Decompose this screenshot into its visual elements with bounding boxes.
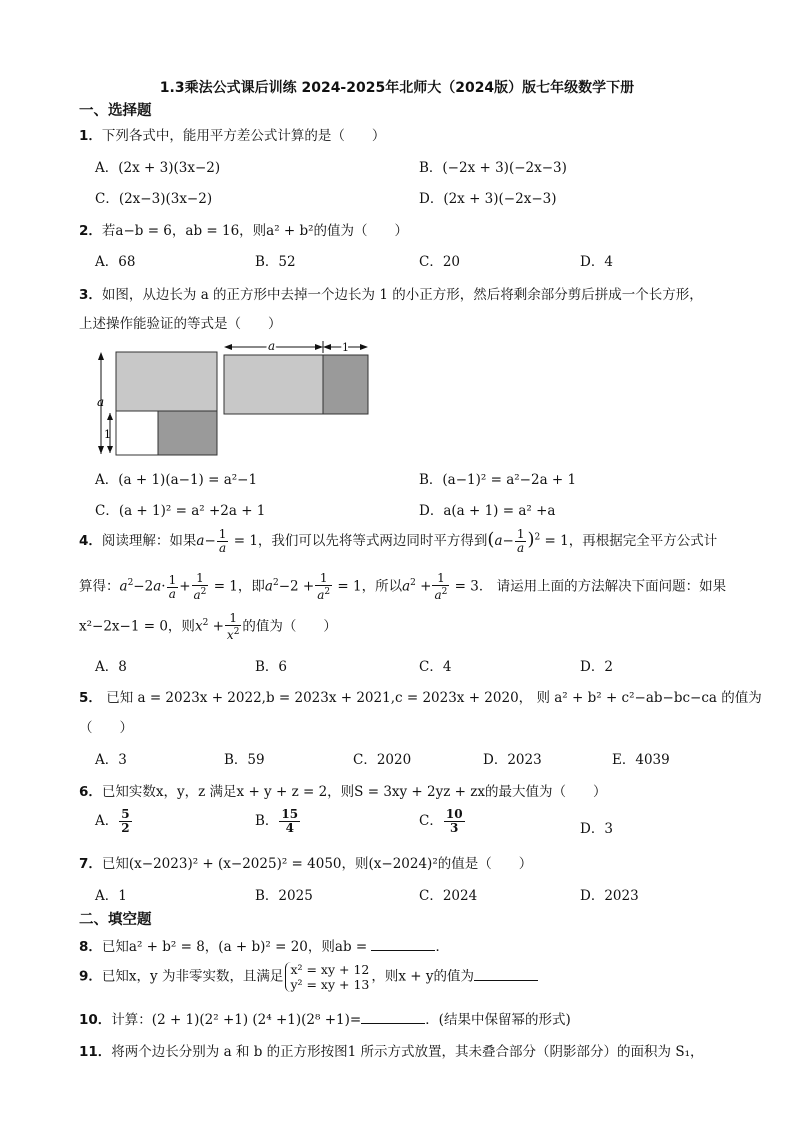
q7-option-c[interactable]: C．2024 xyxy=(419,888,478,904)
question-5-paren: （ ） xyxy=(79,720,133,736)
q2-option-a[interactable]: A．68 xyxy=(95,254,136,270)
arrow-head-icon xyxy=(98,352,104,360)
left-top-rect xyxy=(116,352,217,411)
q6-option-a[interactable]: A． $\frac{5}{2}$ xyxy=(95,807,130,835)
fraction: $\frac{1}{a}$ xyxy=(516,527,525,555)
question-8: 8．已知a² + b² = 8，(a + b)² = 20，则ab = ． xyxy=(79,939,449,955)
question-stem: 已知实数x，y，z 满足x + y + z = 2，则S = 3xy + 2yz + zx的最大值为（ ） xyxy=(101,784,607,800)
label-1-top: 1 xyxy=(342,341,349,354)
q1-option-d[interactable]: D．(2x + 3)(−2x−3) xyxy=(419,191,557,207)
question-stem: 已知 a = 2023x + 2022,b = 2023x + 2021,c = 2023x + 2020， 则 a² + b² + c²−ab−bc−ca 的值为 xyxy=(101,690,762,706)
q3-option-d[interactable]: D．a(a + 1) = a² +a xyxy=(419,503,556,519)
q2-option-c[interactable]: C．20 xyxy=(419,254,461,270)
answer-blank[interactable] xyxy=(474,968,538,981)
arrow-head-icon xyxy=(107,446,113,453)
q5-option-d[interactable]: D．2023 xyxy=(483,752,542,768)
question-4-line-2: 算得：$a^2-2a\cdot$ $\frac{1}{a}$ + $\frac{1}{a^2}$ = 1，即$a^2-2$ + $\frac{1}{a^2}$ = 1，所以$a^2$ + $\frac{1}{a^2}$ = 3． 请运用上面的方法解决下面问题：如果 xyxy=(79,571,727,602)
arrow-head-icon xyxy=(315,344,323,350)
q4-text-2: ，我们可以先将等式两边同时平方得到 xyxy=(257,533,488,549)
question-9: 9．已知x，y 为非零实数，且满足 x² = xy + 12 y² = xy + 13 ，则x + y的值为 xyxy=(79,962,538,992)
question-number: 7． xyxy=(79,856,102,872)
q6-option-c[interactable]: C． $\frac{10}{3}$ xyxy=(419,807,463,835)
q4-text-8: x²−2x−1 = 0，则 xyxy=(79,618,195,635)
question-number: 10． xyxy=(79,1012,112,1028)
section-multiple-choice: 一、选择题 xyxy=(79,103,152,119)
square-cut-figure xyxy=(92,340,382,460)
q3-option-b[interactable]: B．(a−1)² = a²−2a + 1 xyxy=(419,472,577,488)
question-number: 3． xyxy=(79,287,102,303)
question-number: 5． xyxy=(79,690,102,706)
arrow-head-icon xyxy=(360,344,368,350)
q1-option-b[interactable]: B．(−2x + 3)(−2x−3) xyxy=(419,160,567,176)
question-number: 2． xyxy=(79,223,102,239)
q2-option-d[interactable]: D．4 xyxy=(580,254,613,270)
q7-option-a[interactable]: A．1 xyxy=(95,888,127,904)
question-11 xyxy=(79,1040,703,1060)
q1-option-c[interactable]: C．(2x−3)(3x−2) xyxy=(95,191,213,207)
q5-option-e[interactable]: E．4039 xyxy=(612,752,670,768)
question-number: 8． xyxy=(79,939,102,955)
question-stem: 已知x，y 为非零实数，且满足 xyxy=(101,968,284,985)
question-number: 9． xyxy=(79,968,102,985)
q6-option-d[interactable]: D．3 xyxy=(580,821,613,837)
question-6 xyxy=(79,780,607,800)
q1-option-a[interactable]: A．(2x + 3)(3x−2) xyxy=(95,160,221,176)
question-stem: 如图，从边长为 a 的正方形中去掉一个边长为 1 的小正方形，然后将剩余部分剪后拼成一个长方形， xyxy=(101,287,703,303)
question-number: 6． xyxy=(79,784,102,800)
q5-option-b[interactable]: B．59 xyxy=(224,752,265,768)
question-7 xyxy=(79,852,532,872)
q4-text-6: ，所以 xyxy=(361,578,403,595)
q4-text-9: 的值为（ ） xyxy=(242,618,337,635)
question-3 xyxy=(79,283,703,303)
q5-option-a[interactable]: A．3 xyxy=(95,752,127,768)
q2-option-b[interactable]: B．52 xyxy=(255,254,296,270)
label-1-left: 1 xyxy=(104,428,111,441)
answer-blank[interactable] xyxy=(371,938,435,951)
label-a-top: a xyxy=(268,340,276,353)
q7-option-d[interactable]: D．2023 xyxy=(580,888,639,904)
page-title: 1.3乘法公式课后训练 2024-2025年北师大（2024版）版七年级数学下册 xyxy=(159,80,635,96)
question-number: 1． xyxy=(79,128,102,144)
question-5 xyxy=(79,686,762,706)
arrow-head-icon xyxy=(224,344,232,350)
question-1 xyxy=(79,124,385,144)
answer-blank[interactable] xyxy=(361,1011,425,1024)
q6-option-b[interactable]: B． $\frac{15}{4}$ xyxy=(255,807,299,835)
q4-text-1: 阅读理解：如果 xyxy=(101,533,197,549)
question-stem: 已知(x−2023)² + (x−2025)² = 4050，则(x−2024)²的值是（ ） xyxy=(101,856,533,872)
q4-option-a[interactable]: A．8 xyxy=(95,659,127,675)
question-number: 11． xyxy=(79,1044,112,1060)
q7-option-b[interactable]: B．2025 xyxy=(255,888,313,904)
arrow-head-icon xyxy=(107,413,113,420)
question-stem: 计算：(2 + 1)(2² +1) (2⁴ +1)(2⁸ +1)= xyxy=(111,1012,362,1028)
question-10: 10．计算：(2 + 1)(2² +1) (2⁴ +1)(2⁸ +1)= ．(结果中保留幂的形式) xyxy=(79,1012,571,1028)
fraction: $\frac{1}{a}$ xyxy=(218,527,227,555)
q4-option-c[interactable]: C．4 xyxy=(419,659,452,675)
q4-option-b[interactable]: B．6 xyxy=(255,659,288,675)
equation-system: x² = xy + 12 y² = xy + 13 xyxy=(285,962,369,992)
q4-text-7: ． 请运用上面的方法解决下面问题：如果 xyxy=(478,578,727,595)
removed-small-square xyxy=(116,411,158,455)
label-a-left: a xyxy=(97,395,105,409)
left-bottom-rect xyxy=(158,411,217,455)
q4-text-4: 算得： xyxy=(79,578,120,595)
right-rect-1 xyxy=(323,355,368,414)
q4-option-d[interactable]: D．2 xyxy=(580,659,613,675)
question-4-line-3: x²−2x−1 = 0，则$x^2$ + $\frac{1}{x^2}$ 的值为（ ） xyxy=(79,611,337,642)
question-stem: 已知a² + b² = 8，(a + b)² = 20，则ab = xyxy=(101,939,372,955)
q3-option-c[interactable]: C．(a + 1)² = a² +2a + 1 xyxy=(95,503,266,519)
right-rect-a xyxy=(224,355,323,414)
question-number: 4． xyxy=(79,533,102,549)
arrow-head-icon xyxy=(323,344,331,350)
question-4: 4．阅读理解：如果a− $\frac{1}{a}$ = 1，我们可以先将等式两边同时平方得到(a− $\frac{1}{a}$ )$^2$ = 1，再根据完全平方公式计 xyxy=(79,527,718,555)
question-stem: 将两个边长分别为 a 和 b 的正方形按图1 所示方式放置，其未叠合部分（阴影部分）的面积为 S₁， xyxy=(111,1044,704,1060)
question-stem: 下列各式中，能用平方差公式计算的是（ ） xyxy=(101,128,386,144)
q3-option-a[interactable]: A．(a + 1)(a−1) = a²−1 xyxy=(95,472,258,488)
q4-text-3: ，再根据完全平方公式计 xyxy=(568,533,718,549)
q4-text-5: ，即 xyxy=(237,578,265,595)
section-fill-in: 二、填空题 xyxy=(79,912,152,928)
question-3-line-2: 上述操作能验证的等式是（ ） xyxy=(79,316,282,332)
question-2 xyxy=(79,219,408,239)
question-stem: 若a−b = 6，ab = 16，则a² + b²的值为（ ） xyxy=(101,223,409,239)
q5-option-c[interactable]: C．2020 xyxy=(353,752,412,768)
